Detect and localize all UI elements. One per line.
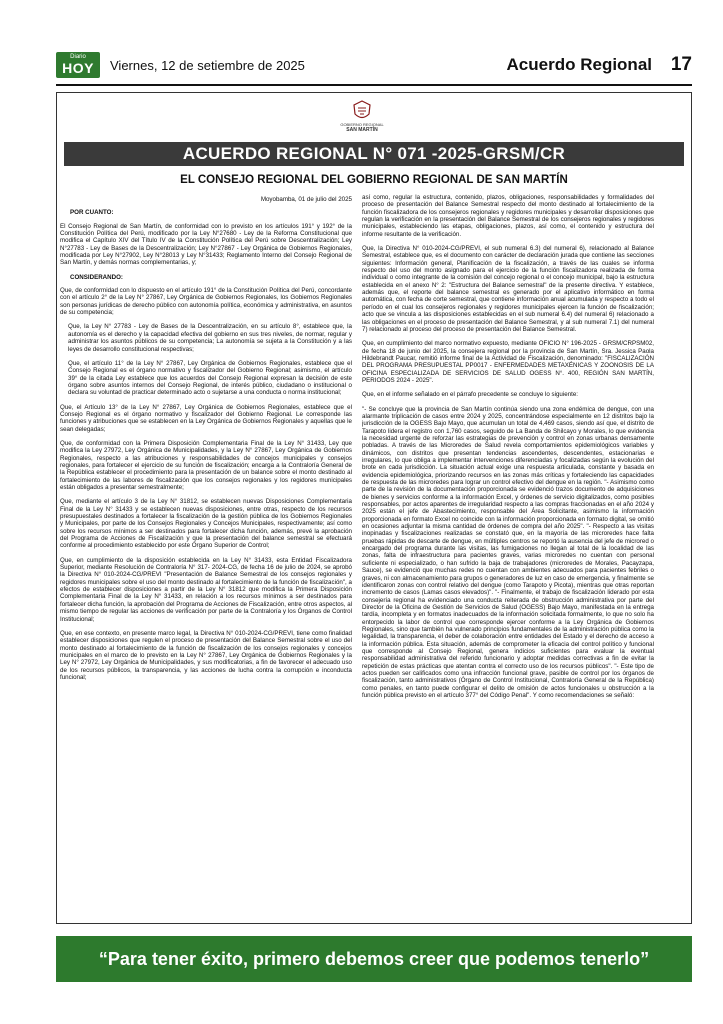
paragraph: Que, mediante el artículo 3 de la Ley N° 31812, se establecen nuevas Disposiciones Complementaria Final de la Ley N° 31433 y se establecen nuevas disposiciones, entre otras, respecto de los recursos presupuestales destinados a fortalecer la fiscalización de la gestión pública de los Gobiernos Regionales y Municipales, por parte de los Consejos Regionales y Concejos Municipales, respectivamente; así como sobre los recursos mínimos a ser destinados para fortalecer dicha función, además, prevé la aprobación del Programa de Acciones de Fiscalización y que la presentación del balance semestral se efectuará conforme al procedimiento establecido por este Órgano Superior de Control; — [60, 498, 352, 550]
page-number: 17 — [670, 54, 692, 75]
place-date: Moyobamba, 01 de julio del 2025 — [260, 196, 352, 203]
paragraph: Que, el artículo 11° de la Ley N° 27867, Ley Orgánica de Gobiernos Regionales, establece que el Consejo Regional es el órgano normativo y fiscalizador del Gobierno Regional; asimismo, el artículo 39° de la citada Ley establece que los acuerdos del Consejo Regional expresan la decisión de este órgano sobre asuntos internos del Consejo Regional, de interés público, ciudadano o institucional o declara su voluntad de practicar determinado acto o sujetarse a una conducta o norma institucional; — [68, 359, 352, 397]
logo-small-text: Diario — [70, 54, 86, 60]
section-title: Acuerdo Regional — [506, 55, 652, 74]
agreement-subtitle: EL CONSEJO REGIONAL DEL GOBIERNO REGIONAL DE SAN MARTÍN — [180, 174, 568, 186]
paragraph: Que, la Ley N° 27783 - Ley de Bases de la Descentralización, en su artículo 8°, establece que, la autonomía es el derecho y la capacidad efectiva del gobierno en sus tres niveles, de normar, regular y administrar los asuntos públicos de su competencia; La autonomía se sujeta a la Constitución y a las leyes de desarrollo constitucional respectivas; — [68, 323, 352, 353]
paragraph: Que, la Directiva N° 010-2024-CG/PREVI, el sub numeral 6.3) del numeral 6), relacionado al Balance Semestral, establece que, es el documento con carácter de declaración jurada que contiene las secciones siguientes: Información general, Planificación de la fiscalización, a través de las cuales se informa respecto del uso del monto asignado para el ejercicio de la función fiscalizadora realizada de forma individual o como integrante de la comisión del concejo regional o el concejo municipal, bajo la estructura establecida en el anexo N° 2: "Estructura del Balance semestral" de la presente directiva. Y establece, además que, el reporte del balance semestral es generado por el aplicativo informático en forma automática, con fecha de corte semestral, que contiene información anual acumulada y respecto a todo el período en el cual los consejeros regionales y regidores municipales ejercen la función de fiscalización; acto que se vincula a las disposiciones establecidas en el sub numeral 6.4) del numeral 6) relacionado a las obligaciones en el proceso de presentación del Balance Semestral, y al sub numeral 7.1) del numeral 7) relacionado al proceso del proceso de presentación del Balance Semestral. — [362, 245, 654, 333]
crest-line-1: GOBIERNO REGIONAL — [340, 122, 384, 127]
header-divider — [56, 84, 692, 86]
paragraph: Que, el Artículo 13° de la Ley N° 27867, Ley Orgánica de Gobiernos Regionales, establece que el Consejo Regional es el órgano normativo y fiscalizador del Gobierno Regional. Le corresponde las funciones y atribuciones que se establecen en la Ley Orgánica de Gobiernos Regionales y aquellas que le sean delegadas; — [60, 403, 352, 433]
logo-big-text: HOY — [62, 60, 94, 76]
paragraph: Que, de conformidad con la Primera Disposición Complementaria Final de la Ley N° 31433, Ley que modifica la Ley 27972, Ley Orgánica de Municipalidades, y la Ley N° 27867, Ley Orgánica de Gobiernos Regionales, respecto a las atribuciones y responsabilidades de concejos municipales y consejos regionales, para fortalecer el ejercicio de su función de fiscalización; encarga a la Contraloría General de la República establecer el procedimiento para la presentación de un balance sobre el monto destinado al fortalecimiento de las labores de fiscalización que los consejos regionales y los regidores municipales están obligados a presentar semestralmente; — [60, 439, 352, 491]
paragraph: Que, en cumplimiento del marco normativo expuesto, mediante OFICIO N° 196-2025 - GRSM/CRPSM02, de fecha 18 de junio del 2025, la consejera regional por la provincia de San Martín, Sra. Jessica Paola Hildebrandt Paucar, remitió informe final de la Actividad de Fiscalización, denominado: "FISCALIZACIÓN DEL PROGRAMA PRESUPUESTAL PP0017 - ENFERMEDADES METAXÉNICAS Y ZOONOSIS DE LA OFICINA ESPECIALIZADA DE SERVICIOS DE SALUD OGESS N°. 400, REGIÓN SAN MARTÍN, PERIODOS 2024 - 2025". — [362, 340, 654, 384]
newspaper-logo — [56, 52, 100, 78]
paragraph: El Consejo Regional de San Martín, de conformidad con lo previsto en los artículos 191° y 192° de la Constitución Política del Perú, modificado por la Ley N°27680 - Ley de la Reforma Constitucional que modifica el Capítulo XIV del Título IV de la Constitución Política del Perú sobre Descentralización; Ley N°27783 - Ley de Bases de la Descentralización; Ley N°27867 - Ley Orgánica de Gobiernos Regionales, modificada por Ley N°27902, Ley N°28013 y Ley N°31433; Reglamento Interno del Consejo Regional de San Martín, y demás normas complementarias, y; — [60, 222, 352, 267]
considerando-heading: CONSIDERANDO: — [70, 273, 123, 281]
footer-quote: “Para tener éxito, primero debemos creer que podemos tenerlo” — [56, 936, 692, 982]
paragraph: así como, regular la estructura, contenido, plazos, obligaciones, responsabilidades y formalidades del proceso de presentación del Balance Semestral respecto del monto destinado al fortalecimiento de la función fiscalizadora de los consejeros regionales y regidores municipales y desarrollar disposiciones que regulan la verificación en la presentación del Balance Semestral de los consejeros regionales y regidores municipales, estableciendo las etapas, obligaciones, plazos, así como, el contenido y estructura del informe resultante de la verificación. — [362, 194, 654, 238]
paragraph: Que, en cumplimiento de la disposición establecida en la Ley N° 31433, esta Entidad Fiscalizadora Superior, mediante Resolución de Contraloría N° 317- 2024-CG, de fecha 16 de julio de 2024, se aprobó la Directiva N° 010-2024-CG/PREVI "Presentación de Balance Semestral de los consejos regionales y regidores municipales sobre el uso del monto destinado al fortalecimiento de la función de fiscalización", a efectos de establecer disposiciones a partir de la Ley N° 31812 que modifica la Primera Disposición Complementaria Final de la Ley N° 31433, en relación a los recursos mínimos a ser destinados para fortalecer dicha función, la aprobación del Programa de Acciones de Fiscalización, entre otros aspectos, al mismo tiempo de regular las acciones de verificación por parte de la Contraloría y los Órganos de Control Institucional; — [60, 556, 352, 623]
agreement-title: ACUERDO REGIONAL N° 071 -2025-GRSM/CR — [64, 142, 684, 166]
paragraph: Que, en el informe señalado en el párrafo precedente se concluye lo siguiente: — [362, 391, 579, 399]
paragraph: "- Se concluye que la provincia de San Martín continúa siendo una zona endémica de dengue, con una alarmante triplicación de casos entre 2024 y 2025, concentrándose especialmente en 12 distritos bajo la jurisdicción de la OGESS Bajo Mayo, que acumulan un total de 4,469 casos, siendo así que, el distrito de Tarapoto lidera el registro con 1,760 casos, seguido de La Banda de Shilcayo y Morales, lo que evidencia la necesidad urgente de reforzar las estrategias de prevención y control en zonas urbanas densamente pobladas. A través de las Microredes de Salud revela comportamientos epidemiológicos variables y dinámicos, con distritos que presentan tendencias ascendentes, descendentes, estacionarias e irregulares, lo que obliga a implementar intervenciones diferenciadas y focalizadas según la evolución del brote en cada jurisdicción. La situación actual exige una respuesta articulada, constante y basada en evidencia epidemiológica, priorizando recursos en las zonas más críticas y fortaleciendo las capacidades de respuesta de las microredes para lograr un control efectivo del dengue en la región. "- Asimismo como parte de la revisión de la documentación proporcionada se evidenció trazos documento de adquisiciones de bienes y servicios conforme a la información Excel, y órdenes de servicio digitalizados, como posibles responsables, por actos aparentes de irregularidad respecto a las compras fraccionadas en el año 2024 y 2025 están el jefe de Abastecimiento, responsable del Área Solicitante, asimismo la información proporcionada en formato Excel no coincide con la información proporcionada en formato digital, se omitió en ocasiones adjuntar la misma cantidad de órdenes de compra del año 2025". "- Respecto a las visitas inopinadas y fiscalizaciones realizadas se constató que, en la mayoría de las microredes hace falta pruebas rápidas de descarte de dengue, en múltiples centros se reportó la ausencia del jefe de microred o encargado del programa durante las visitas, las fumigaciones no llegan al total de la localidad de las zonas, falta de infraestructura para pacientes graves, varias microredes no cuentan con personal suficiente ni especializado, o han sufrido la baja de trabajadores (microredes de Morales, Pacayzapa, Sauce), se evidenció que muchas redes no cuentan con ambientes adecuados para pacientes febriles o graves, ni con almacenamiento para grupos o generadores de luz en caso de emergencia, y finalmente se identificaron zonas con control relativo del dengue (como Tarapoto y Picota), mientras que otras reportan incremento de casos (Lamas casos elevados)". "- Finalmente, el trabajo de fiscalización liderado por esta consejería regional ha evidenciado una conducta reiterada de obstrucción administrativa por parte del Director de la Oficina de Gestión de Servicios de Salud (OGESS) Bajo Mayo, manifestada en la entrega tardía, incompleta y en formatos inadecuados de la información solicitada formalmente, lo que no solo ha entorpecido la labor de control que corresponde ejercer conforme a la Ley Orgánica de Gobiernos Regionales, sino que también ha vulnerado principios fundamentales de la administración pública como la legalidad, la transparencia, el deber de colaboración entre entidades del Estado y el derecho de acceso a la información pública. Esta situación, además de comprometer la eficacia del control político y funcional que corresponde al Consejo Regional, genera indicios suficientes para evaluar la eventual responsabilidad administrativa del referido funcionario y adoptar medidas correctivas a fin de evitar la repetición de estas prácticas que atentan contra el correcto uso de los recursos públicos". "- Este tipo de actos pueden ser calificados como una infracción funcional grave, pasible de control por los órganos de fiscalización, tanto administrativos (Órgano de Control Institucional, Contraloría General de la República) como penales, en tanto puede configurar el delito de omisión de actos funcionales u obstrucción a la función pública previsto en el artículo 377° del Código Penal". Y como recomendaciones se señaló: — [362, 405, 654, 699]
paragraph: Que, de conformidad con lo dispuesto en el artículo 191° de la Constitución Política del Perú, concordante con el artículo 2° de la Ley N° 27867, Ley Orgánica de Gobiernos Regionales, los Gobiernos Regionales son personas jurídicas de derecho público con autonomía política, económica y administrativa, en asuntos de su competencia; — [60, 287, 352, 317]
page-header — [56, 52, 692, 84]
crest-line-2: SAN MARTÍN — [346, 127, 378, 133]
paragraph: Que, en ese contexto, en presente marco legal, la Directiva N° 010-2024-CG/PREVI, tiene como finalidad establecer disposiciones que regulen el proceso de presentación del Balance Semestral sobre el uso del monto destinado al fortalecimiento de la función de fiscalización de los consejos regionales y concejos municipales en el marco de lo previsto en la Ley N° 27867, Ley Orgánica de Gobiernos Regionales y la Ley N° 27972, Ley Orgánica de Municipalidades, y sus modificatorias, a fin de favorecer el adecuado uso de los recursos públicos, la transparencia, y las acciones de lucha contra la corrupción e inconducta funcional; — [60, 629, 352, 681]
por-cuanto-heading: POR CUANTO: — [70, 209, 114, 217]
right-column — [362, 194, 654, 919]
crest-emblem-icon — [351, 100, 373, 122]
issue-date: Viernes, 12 de setiembre de 2025 — [110, 58, 305, 73]
left-column — [60, 196, 352, 921]
regional-crest — [332, 100, 392, 133]
